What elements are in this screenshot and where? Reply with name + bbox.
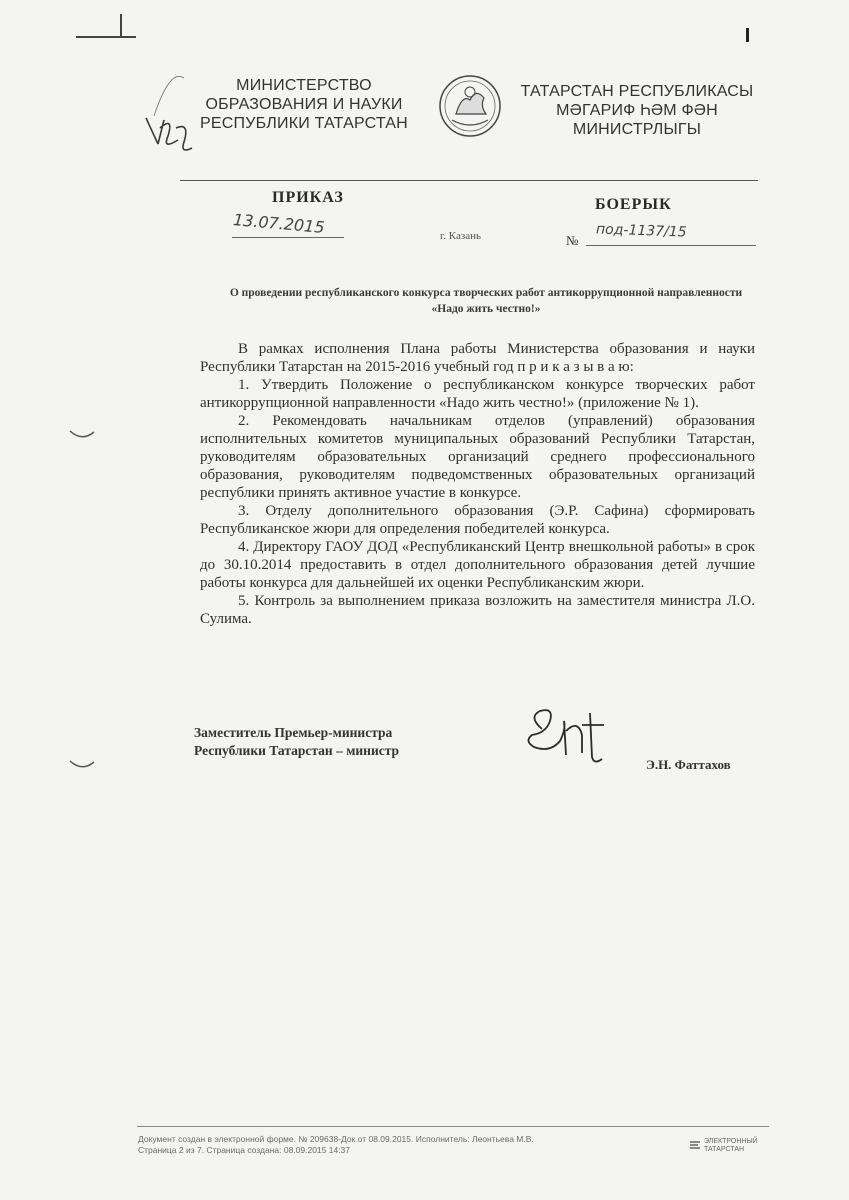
document-footer: Документ создан в электронной форме. № 209638-Док от 08.09.2015. Исполнитель: Леонтьева М.В. Страница 2 из 7. Страница создана: 08.09.2015 14:37 [138, 1134, 534, 1155]
scan-edge-mark [76, 36, 136, 38]
paragraph: 2. Рекомендовать начальникам отделов (управлений) образования исполнительных комитетов муниципальных образований Республики Татарстан, руководителям образовательных организаций среднего профессионального образования, руководителям подведомственных образовательных организаций республики принять активное участие в конкурсе. [200, 413, 755, 501]
ministry-name-tt: ТАТАРСТАН РЕСПУБЛИКАСЫ МӘГАРИФ ҺӘМ ФӘН МИНИСТРЛЫГЫ [520, 83, 754, 138]
scan-edge-mark [746, 28, 749, 42]
ministry-name-ru: МИНИСТЕРСТВО ОБРАЗОВАНИЯ И НАУКИ РЕСПУБЛИКИ ТАТАРСТАН [200, 77, 408, 132]
paragraph: 1. Утвердить Положение о республиканском конкурсе творческих работ антикоррупционной направленности «Надо жить честно!» (приложение № 1). [200, 377, 755, 411]
order-title-ru: ПРИКАЗ [272, 189, 344, 206]
footer-divider [137, 1126, 769, 1127]
paragraph: 4. Директору ГАОУ ДОД «Республиканский Центр внешкольной работы» в срок до 30.10.2014 предоставить в отдел дополнительного образования детей лучшие работы конкурса для дальнейшей их оценки Республиканским жюри. [200, 539, 755, 591]
punch-hole [68, 428, 96, 442]
paragraph: В рамках исполнения Плана работы Министерства образования и науки Республики Татарстан на 2015-2016 учебный год п р и к а з ы в а ю: [200, 341, 755, 375]
order-date: 13.07.2015 [232, 210, 326, 237]
number-label: № [566, 233, 579, 248]
paragraph: 3. Отделу дополнительного образования (Э.Р. Сафина) сформировать Республиканское жюри для определения победителей конкурса. [200, 503, 755, 537]
number-underline [586, 245, 756, 246]
order-subject: О проведении республиканского конкурса творческих работ антикоррупционной направленности «Надо жить честно!» [229, 287, 743, 315]
paragraph: 5. Контроль за выполнением приказа возложить на заместителя министра Л.О. Сулима. [200, 593, 755, 627]
date-underline [232, 237, 344, 238]
punch-hole [68, 758, 96, 772]
signatory-position: Заместитель Премьер-министра Республики Татарстан – министр [194, 725, 400, 758]
header-divider [180, 180, 758, 181]
margin-handwriting [140, 58, 198, 164]
tatarstan-emblem-icon [436, 70, 504, 142]
electronic-tatarstan-logo: ЭЛЕКТРОННЫЙ ТАТАРСТАН [688, 1136, 768, 1156]
order-body [200, 340, 755, 628]
order-title-tt: БОЕРЫК [595, 196, 672, 213]
signatory-name: Э.Н. Фаттахов [646, 757, 731, 772]
order-number: под-1137/15 [595, 221, 687, 241]
e-tatarstan-icon [688, 1138, 702, 1152]
handwritten-signature [520, 695, 630, 775]
city: г. Казань [440, 230, 481, 242]
scan-edge-mark [120, 14, 122, 36]
